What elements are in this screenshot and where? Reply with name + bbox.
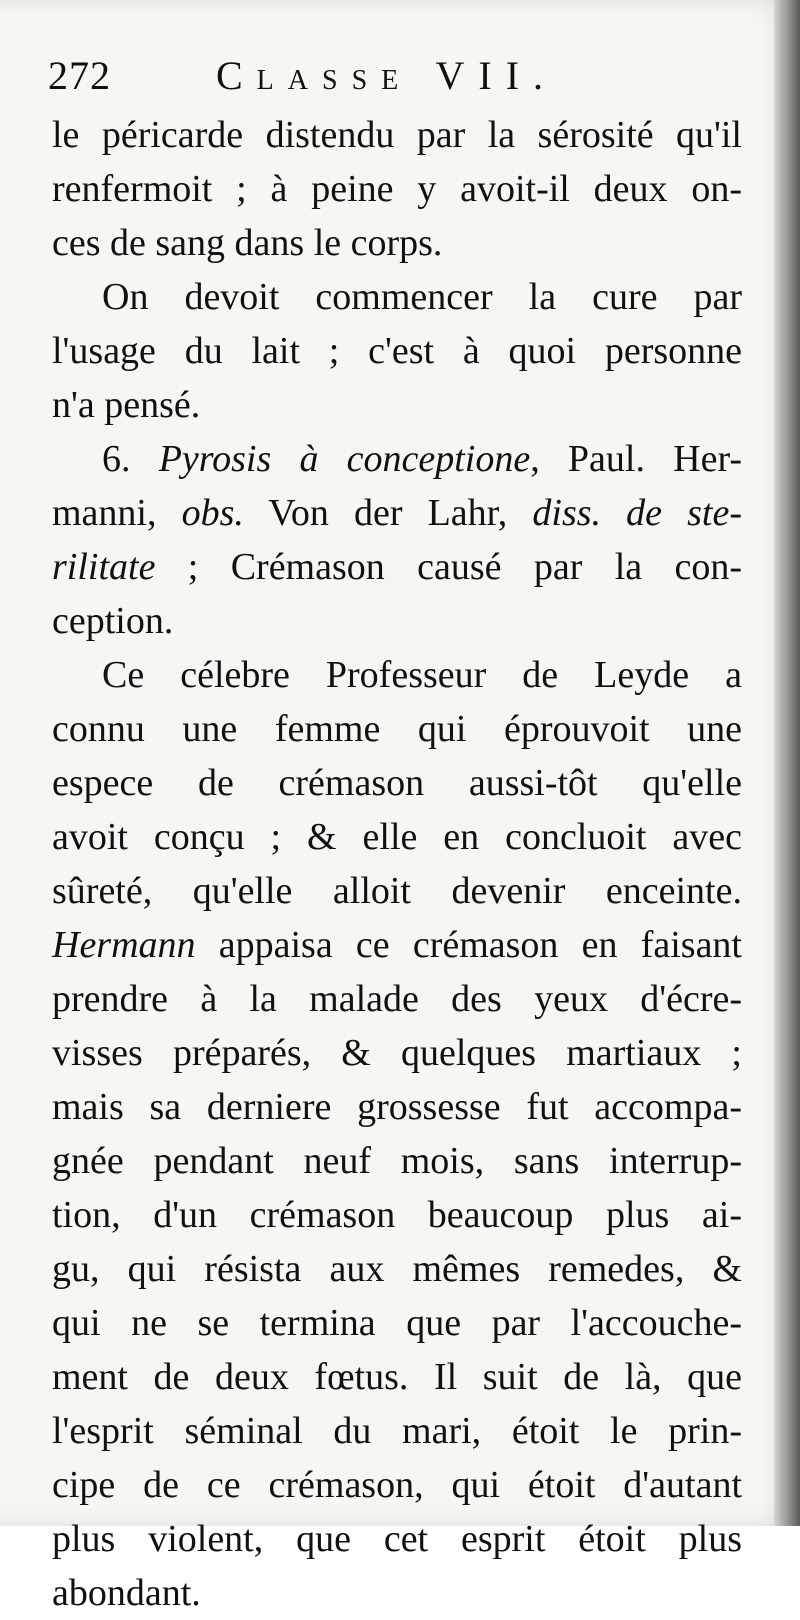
text-line: [52, 432, 742, 486]
text-line: Ce célebre Professeur de Leyde a: [102, 654, 742, 696]
text-line: n'a pensé.: [52, 384, 201, 426]
text-line: [52, 540, 742, 594]
text-line: visses préparés, & quelques martiaux ;: [52, 1032, 742, 1074]
text-run: appaisa ce crémason en faisant: [195, 924, 742, 966]
text-line: connu une femme qui éprouvoit une: [52, 708, 742, 750]
text-line: [52, 918, 742, 972]
italic-text-run: Pyrosis à conceptione: [158, 438, 531, 480]
text-line: espece de crémason aussi-tôt qu'elle: [52, 762, 742, 804]
text-line: ception.: [52, 600, 174, 642]
text-line: renfermoit ; à peine y avoit-il deux on-: [52, 168, 742, 210]
text-line: cipe de ce crémason, qui étoit d'autant: [52, 1464, 742, 1506]
text-line: gu, qui résista aux mêmes remedes, &: [52, 1248, 742, 1290]
text-line: On devoit commencer la cure par: [102, 276, 742, 318]
italic-text-run: Hermann: [52, 924, 196, 966]
body-text: [52, 108, 742, 1620]
text-line: mais sa derniere grossesse fut accompa-: [52, 1086, 742, 1128]
text-line: l'esprit séminal du mari, étoit le prin-: [52, 1410, 742, 1452]
text-line: avoit conçu ; & elle en concluoit avec: [52, 816, 742, 858]
italic-text-run: rilitate: [52, 546, 156, 588]
text-run: ; Crémason causé par la con-: [155, 546, 742, 588]
text-line: abondant.: [52, 1572, 201, 1614]
italic-text-run: obs.: [181, 492, 244, 534]
text-line: plus violent, que cet esprit étoit plus: [52, 1518, 742, 1560]
text-line: [52, 486, 742, 540]
text-line: ment de deux fœtus. Il suit de là, que: [52, 1356, 742, 1398]
text-line: gnée pendant neuf mois, sans interrup-: [52, 1140, 742, 1182]
text-run: 6.: [102, 438, 159, 480]
page-header: [48, 52, 748, 100]
text-line: tion, d'un crémason beaucoup plus ai-: [52, 1194, 742, 1236]
text-line: ces de sang dans le corps.: [52, 222, 443, 264]
page-number: 272: [48, 53, 111, 98]
text-line: le péricarde distendu par la sérosité qu'il: [52, 114, 742, 156]
running-head: Classe VII.: [216, 53, 558, 98]
text-run: , Paul. Her-: [530, 438, 743, 480]
page-gutter-shadow: [774, 0, 800, 1526]
text-line: sûreté, qu'elle alloit devenir enceinte.: [52, 870, 742, 912]
text-line: qui ne se termina que par l'accouche-: [52, 1302, 742, 1344]
text-line: prendre à la malade des yeux d'écre-: [52, 978, 742, 1020]
text-run: manni,: [52, 492, 182, 534]
italic-text-run: diss. de ste-: [532, 492, 743, 534]
text-run: Von der Lahr,: [243, 492, 533, 534]
text-line: l'usage du lait ; c'est à quoi personne: [52, 330, 742, 372]
